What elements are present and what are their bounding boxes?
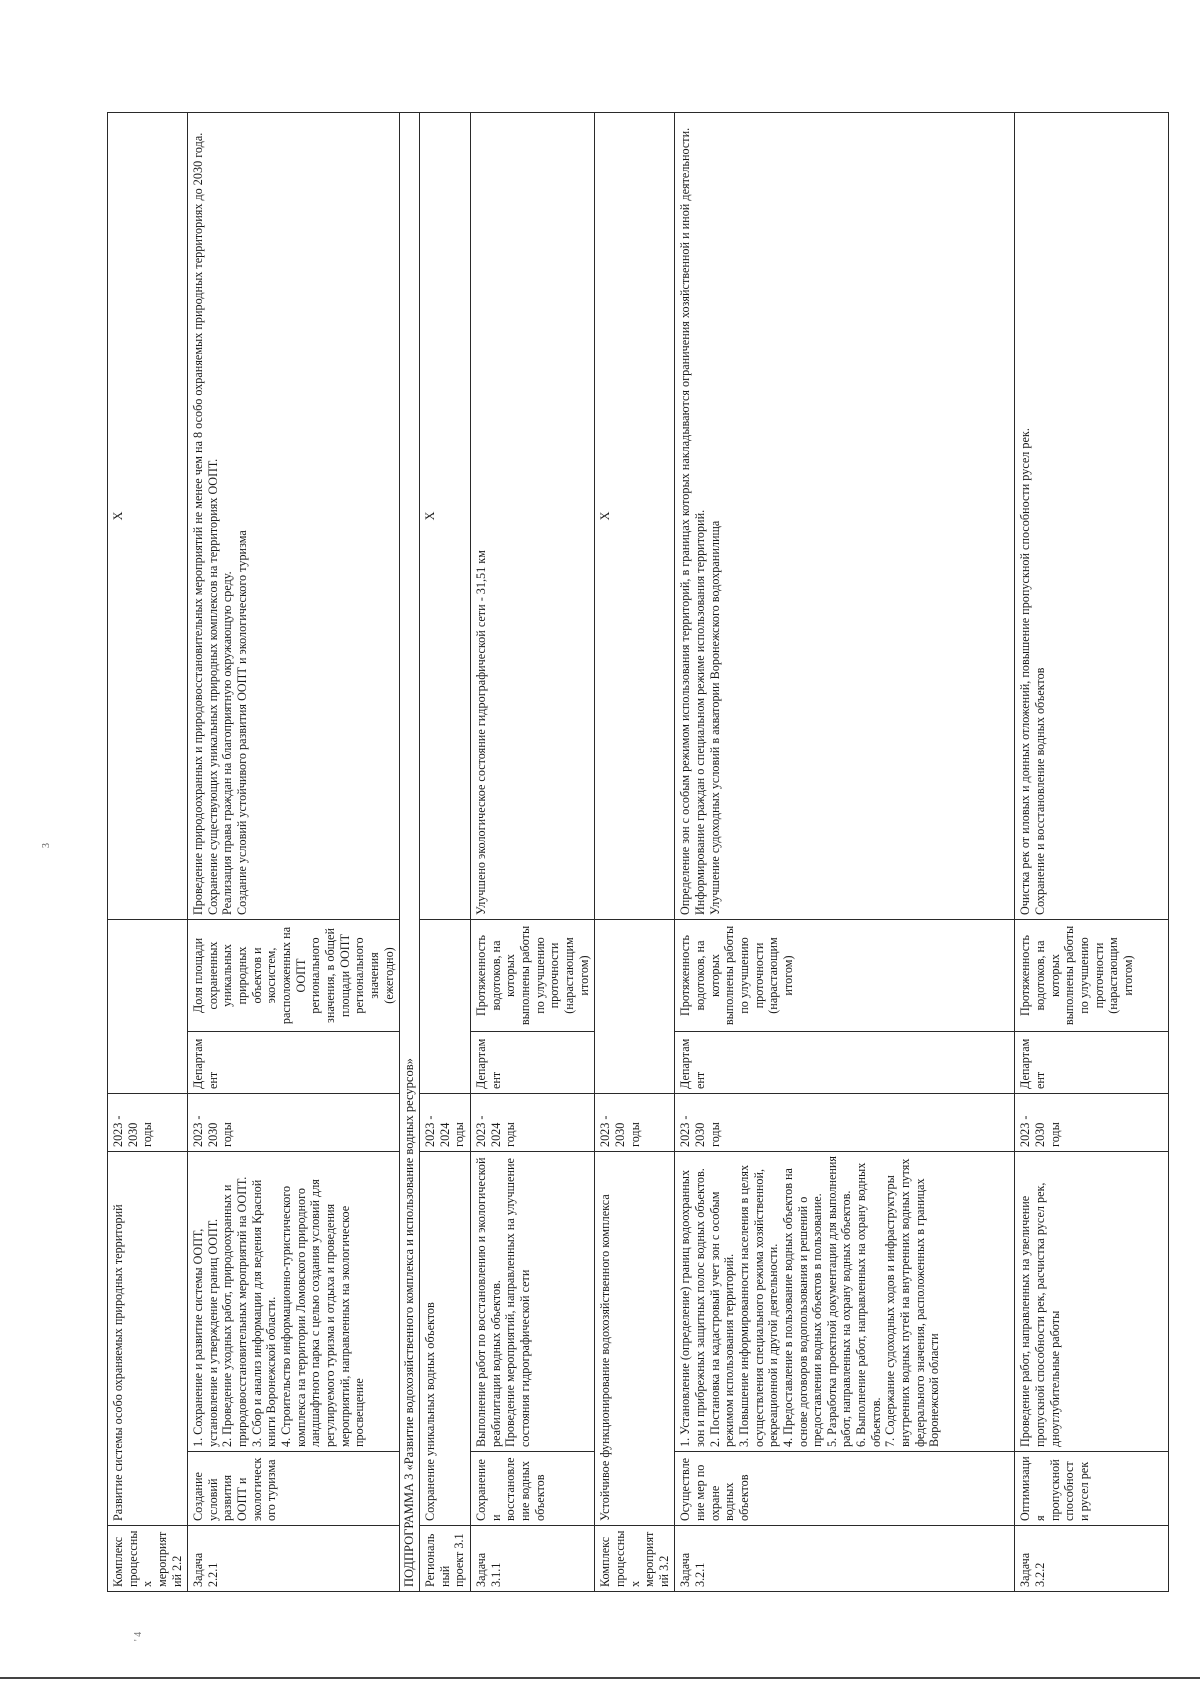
result-cell: Определение зон с особым режимом использования территорий, в границах которых накладываются ограничения хозяйственной и иной деятельности. Информирование граждан о специальном режиме использования территорий. Улучшение судоходных условий в акватории Воронежского водохранилища <box>675 113 1015 920</box>
indicator-cell: Протяженность водотоков, на которых выполнены работы по улучшению проточности (нарастающим итогом) <box>1015 920 1169 1032</box>
table-row-task-3-1-1 <box>471 113 595 1592</box>
row-title: Развитие системы особо охраняемых природных территорий <box>108 1152 188 1526</box>
page-number: 3 <box>41 843 52 848</box>
indicator-cell: Протяженность водотоков, на которых выполнены работы по улучшению проточности (нарастающим итогом) <box>675 920 1015 1032</box>
empty-cell <box>420 920 471 1094</box>
table-row-task-2-2-1 <box>188 113 400 1592</box>
measures-cell: 1. Сохранение и развитие системы ООПТ, установление и утверждение границ ООПТ. 2. Проведение уходных работ, природоохранных и природовосстановительных мероприятий на ООПТ. 3. Сбор и анализ информации для ведения Красной книги Воронежской области. 4. Строительство информационно-туристического комплекса на территории Ломовского природного ландшафтного парка с целью создания условий для регулируемого туризма и отдыха и проведения мероприятий, направленных на экологическое просвещение <box>188 1152 400 1452</box>
table-row-regional-project-3-1 <box>420 113 471 1592</box>
row-label: Задача 3.2.1 <box>675 1526 1015 1592</box>
task-cell: Оптимизация пропускной способности русел рек <box>1015 1452 1169 1526</box>
period-cell: 2023 - 2030 годы <box>1015 1094 1169 1152</box>
table-row-complex-2-2 <box>108 113 188 1592</box>
row-label: Задача 2.2.1 <box>188 1526 400 1592</box>
measures-cell: Выполнение работ по восстановлению и экологической реабилитации водных объектов. Проведение мероприятий, направленных на улучшение состояния гидрографической сети <box>471 1152 595 1452</box>
row-label: Комплекс процессных мероприятий 3.2 <box>595 1526 675 1592</box>
program-table-rotated <box>107 112 1135 1592</box>
result-cell: Х <box>595 113 675 920</box>
row-title: Сохранение уникальных водных объектов <box>420 1152 471 1526</box>
indicator-cell: Протяженность водотоков, на которых выполнены работы по улучшению проточности (нарастающим итогом) <box>471 920 595 1032</box>
result-cell: Улучшено экологическое состояние гидрографической сети - 31,51 км <box>471 113 595 920</box>
executor-cell: Департамент <box>1015 1032 1169 1094</box>
executor-cell: Департамент <box>188 1032 400 1094</box>
result-cell: Х <box>108 113 188 920</box>
period-cell: 2023 - 2030 годы <box>595 1094 675 1152</box>
period-cell: 2023 - 2030 годы <box>108 1094 188 1152</box>
indicator-cell: Доля площади сохраненных уникальных природных объектов и экосистем, расположенных на ООПТ регионального значения, в общей площади ООПТ регионального значения (ежегодно) <box>188 920 400 1032</box>
empty-cell <box>595 920 675 1094</box>
result-cell: Х <box>420 113 471 920</box>
row-label: Комплекс процессных мероприятий 2.2 <box>108 1526 188 1592</box>
empty-cell <box>108 920 188 1094</box>
period-cell: 2023 - 2030 годы <box>188 1094 400 1152</box>
table-row-task-3-2-1 <box>675 113 1015 1592</box>
row-title: Устойчивое функционирование водохозяйственного комплекса <box>595 1152 675 1526</box>
row-label: Региональный проект 3.1 <box>420 1526 471 1592</box>
measures-cell: Проведение работ, направленных на увеличение пропускной способности рек, расчистка русел рек, дноуглубительные работы <box>1015 1152 1169 1452</box>
result-cell: Очистка рек от иловых и донных отложений, повышение пропускной способности русел рек. Сохранение и восстановление водных объектов <box>1015 113 1169 920</box>
subprogram-title: ПОДПРОГРАММА 3 «Развитие водохозяйственного комплекса и использование водных ресурсов» <box>400 113 420 1592</box>
table-row-subprogram-3 <box>400 113 420 1592</box>
table-row-complex-3-2 <box>595 113 675 1592</box>
row-label: Задача 3.2.2 <box>1015 1526 1169 1592</box>
program-table <box>107 112 1169 1592</box>
measures-cell: 1. Установление (определение) границ водоохранных зон и прибрежных защитных полос водных объектов. 2. Постановка на кадастровый учет зон с особым режимом использования территорий. 3. Повышение информированности населения в целях осуществления специального режима хозяйственной, рекреационной и другой деятельности. 4. Предоставление в пользование водных объектов на основе договоров водопользования и решений о предоставлении водных объектов в пользование. 5. Разработка проектной документации для выполнения работ, направленных на охрану водных объектов. 6. Выполнение работ, направленных на охрану водных объектов. 7. Содержание судоходных ходов и инфраструктуры внутренних водных путей на внутренних водных путях федерального значения, расположенных в границах Воронежской области <box>675 1152 1015 1452</box>
task-cell: Создание условий развития ООПТ и экологического туризма <box>188 1452 400 1526</box>
row-label: Задача 3.1.1 <box>471 1526 595 1592</box>
task-cell: Сохранение и восстановление водных объектов <box>471 1452 595 1526</box>
table-row-task-3-2-2 <box>1015 113 1169 1592</box>
task-cell: Осуществление мер по охране водных объектов <box>675 1452 1015 1526</box>
bottom-rule <box>0 1677 1200 1679</box>
period-cell: 2023 - 2030 годы <box>675 1094 1015 1152</box>
executor-cell: Департамент <box>675 1032 1015 1094</box>
period-cell: 2023 - 2024 годы <box>420 1094 471 1152</box>
period-cell: 2023 - 2024 годы <box>471 1094 595 1152</box>
result-cell: Проведение природоохранных и природовосстановительных мероприятий не менее чем на 8 особо охраняемых природных территориях до 2030 года. Сохранение существующих уникальных природных комплексов на территориях ООПТ. Реализация права граждан на благоприятную окружающую среду. Создание условий устойчивого развития ООПТ и экологического туризма <box>188 113 400 920</box>
executor-cell: Департамент <box>471 1032 595 1094</box>
scan-mark: ' 4 <box>133 1631 145 1642</box>
